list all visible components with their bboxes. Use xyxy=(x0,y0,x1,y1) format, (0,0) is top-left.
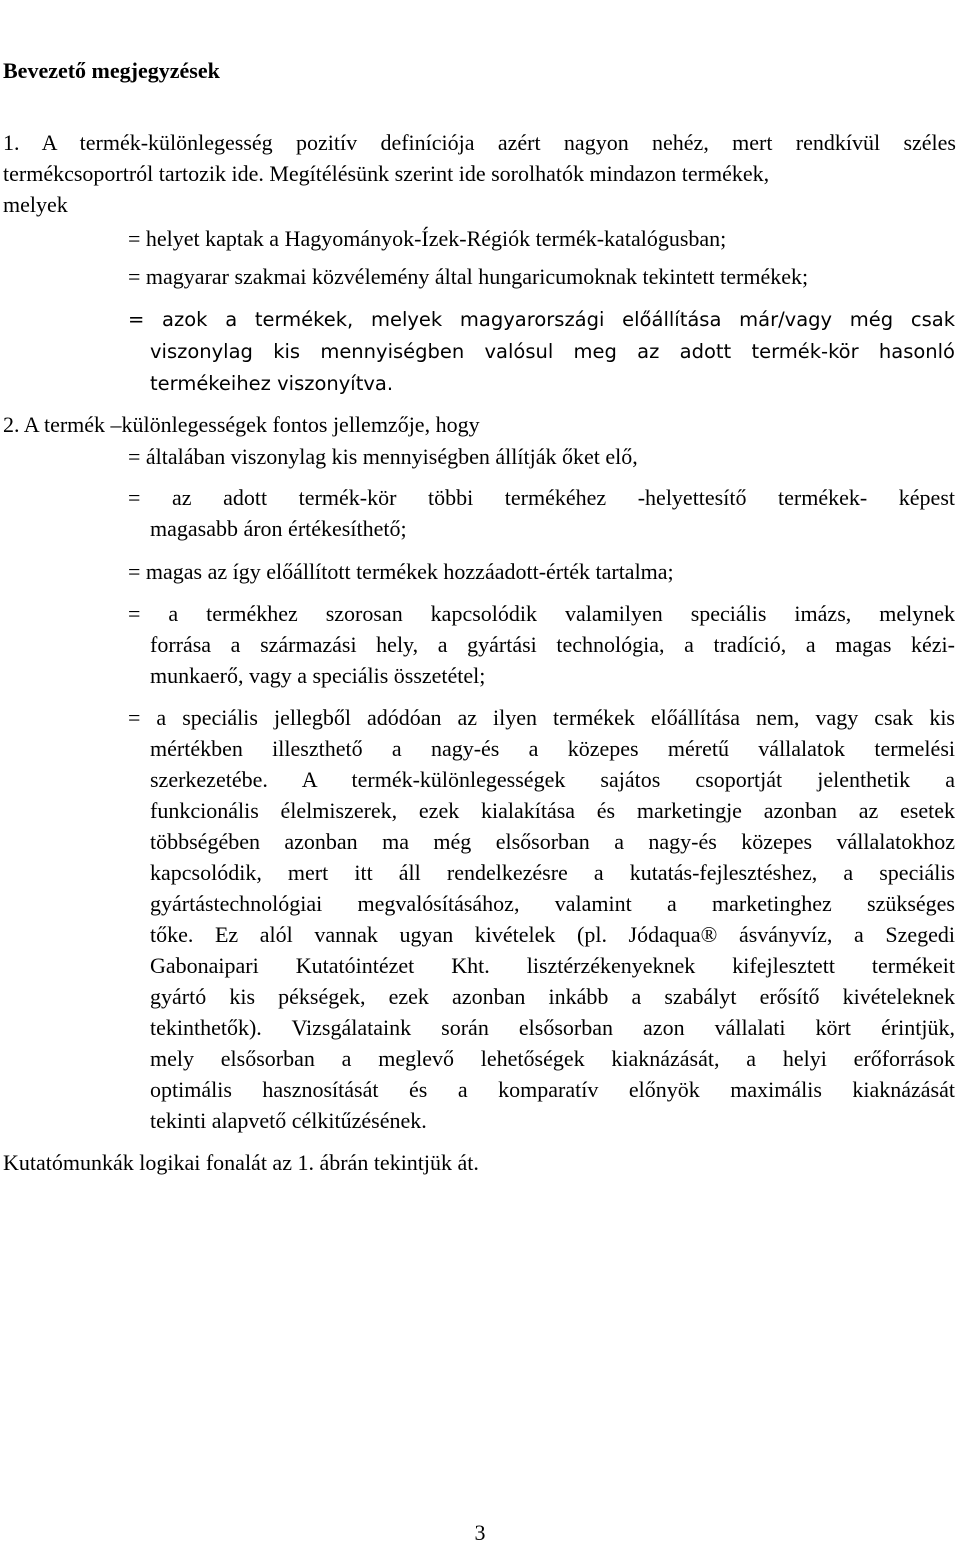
item2-bullet-4-line-1: = a termékhez szorosan kapcsolódik valamilyen speciális imázs, melynek xyxy=(128,601,955,626)
item2-bullet-5-line-3: szerkezetébe. A termék-különlegességek sajátos csoportját jelenthetik a xyxy=(150,767,955,792)
item2-bullet-5-line-14: tekinti alapvető célkitűzésének. xyxy=(150,1108,427,1133)
item2-bullet-2-line-1: = az adott termék-kör többi termékéhez -helyettesítő termékek- képest xyxy=(128,485,955,510)
item2-bullet-5-line-7: gyártástechnológiai megvalósításához, valamint a marketinghez szükséges xyxy=(150,891,955,916)
item2-bullet-5-line-8: tőke. Ez alól vannak ugyan kivételek (pl. Jódaqua® ásványvíz, a Szegedi xyxy=(150,922,955,947)
item2-bullet-5-line-10: gyártó kis pékségek, ezek azonban inkább a szabályt erősítő kivételeknek xyxy=(150,984,955,1009)
item2-intro: 2. A termék –különlegességek fontos jellemzője, hogy xyxy=(3,412,480,437)
item1-line-2: termékcsoportról tartozik ide. Megítélésünk szerint ide sorolhatók mindazon termékek, xyxy=(3,161,770,186)
item2-bullet-5-line-4: funkcionális élelmiszerek, ezek kialakítása és marketingje azonban az esetek xyxy=(150,798,955,823)
page-number: 3 xyxy=(474,1520,486,1545)
item2-bullet-5-line-2: mértékben illeszthető a nagy-és a közepes méretű vállalatok termelési xyxy=(150,736,955,761)
section-heading: Bevezető megjegyzések xyxy=(3,58,220,83)
item2-bullet-5-line-11: tekinthetők). Vizsgálataink során elsősorban azon vállalati kört érintjük, xyxy=(150,1015,955,1040)
item2-bullet-1: = általában viszonylag kis mennyiségben állítják őket elő, xyxy=(128,444,638,469)
item1-bullet-3-line-1: = azok a termékek, melyek magyarországi előállítása már/vagy még csak xyxy=(128,308,955,331)
item2-bullet-4-line-3: munkaerő, vagy a speciális összetétel; xyxy=(150,663,486,688)
item1-bullet-1: = helyet kaptak a Hagyományok-Ízek-Régiók termék-katalógusban; xyxy=(128,226,727,251)
item1-bullet-3-line-2: viszonylag kis mennyiségben valósul meg az adott termék-kör hasonló xyxy=(150,340,955,363)
item1-bullet-3-line-3: termékeihez viszonyítva. xyxy=(150,372,394,395)
item1-line-1: 1. A termék-különlegesség pozitív definíciója azért nagyon nehéz, mert rendkívül széles xyxy=(3,130,956,155)
item2-bullet-5-line-13: optimális hasznosítását és a komparatív előnyök maximális kiaknázását xyxy=(150,1077,955,1102)
closing-paragraph: Kutatómunkák logikai fonalát az 1. ábrán tekintjük át. xyxy=(3,1150,479,1175)
item2-bullet-2-line-2: magasabb áron értékesíthető; xyxy=(150,516,407,541)
item2-bullet-3: = magas az így előállított termékek hozzáadott-érték tartalma; xyxy=(128,559,674,584)
item2-bullet-5-line-9: Gabonaipari Kutatóintézet Kht. lisztérzékenyeknek kifejlesztett termékeit xyxy=(150,953,955,978)
item2-bullet-5-line-6: kapcsolódik, mert itt áll rendelkezésre a kutatás-fejlesztéshez, a speciális xyxy=(150,860,955,885)
item1-line-3: melyek xyxy=(3,192,68,217)
item2-bullet-5-line-1: = a speciális jellegből adódóan az ilyen termékek előállítása nem, vagy csak kis xyxy=(128,705,955,730)
item2-bullet-4-line-2: forrása a származási hely, a gyártási technológia, a tradíció, a magas kézi- xyxy=(150,632,955,657)
item1-bullet-2: = magyarar szakmai közvélemény által hungaricumoknak tekintett termékek; xyxy=(128,264,809,289)
item2-bullet-5-line-12: mely elsősorban a meglevő lehetőségek kiaknázását, a helyi erőforrások xyxy=(150,1046,955,1071)
item2-bullet-5-line-5: többségében azonban ma még elsősorban a nagy-és közepes vállalatokhoz xyxy=(150,829,955,854)
